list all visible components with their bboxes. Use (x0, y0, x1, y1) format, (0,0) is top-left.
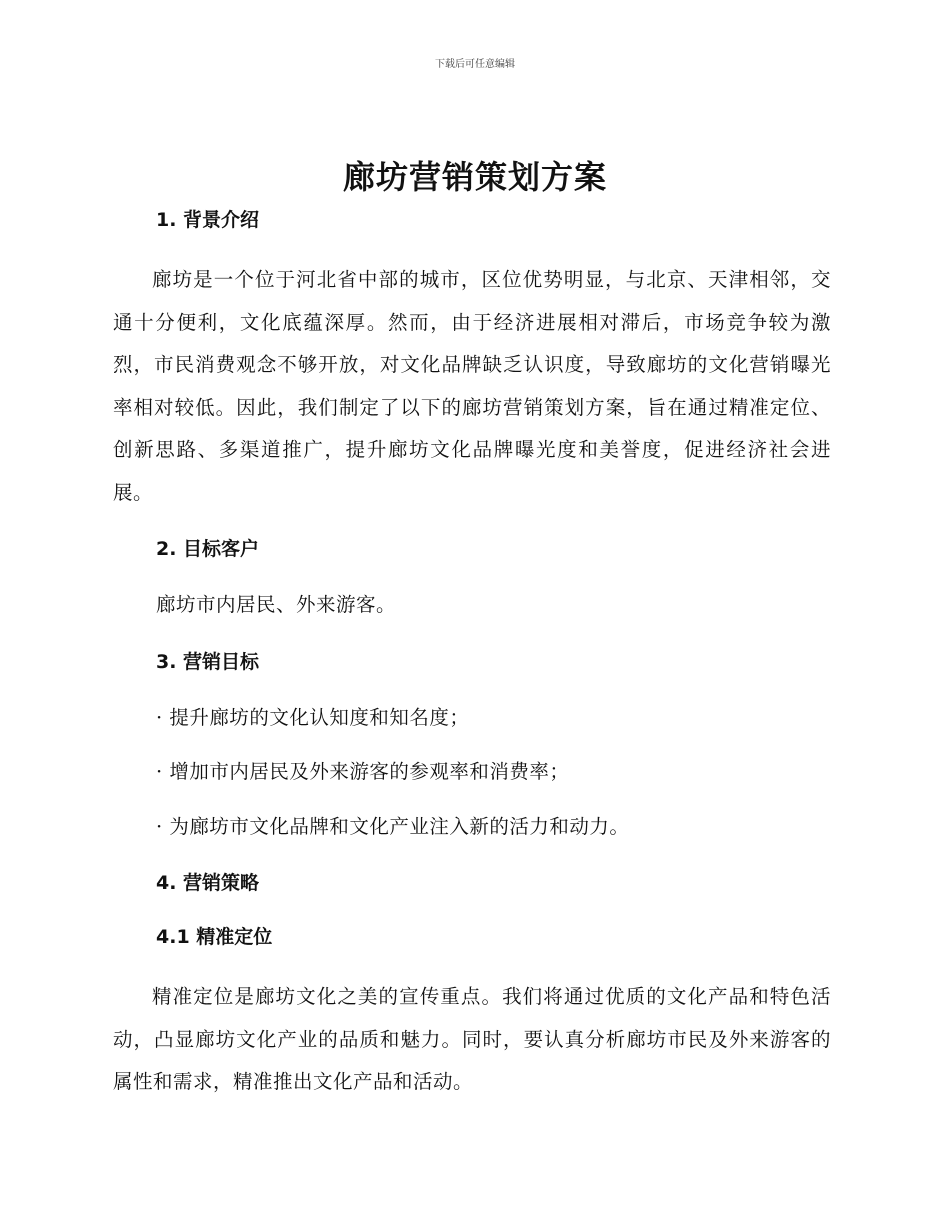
document-body (113, 205, 831, 1104)
list-item: · 增加市内居民及外来游客的参观率和消费率； (156, 760, 570, 783)
section-heading-marketing-goals: 3. 营销目标 (156, 650, 260, 673)
list-item: · 为廊坊市文化品牌和文化产业注入新的活力和动力。 (156, 814, 630, 838)
document-title: 廊坊营销策划方案 (342, 158, 607, 196)
section-body-target-customers: 廊坊市内居民、外来游客。 (156, 593, 397, 616)
subsection-body-precise-positioning: 精准定位是廊坊文化之美的宣传重点。我们将通过优质的文化产品和特色活动，凸显廊坊文化产业的品质和魅力。同时，要认真分析廊坊市民及外来游客的属性和需求，精准推出文化产品和活动。 (113, 985, 831, 1093)
page-header-note: 下载后可任意编辑 (435, 59, 515, 70)
section-heading-target-customers: 2. 目标客户 (156, 538, 260, 560)
list-item: · 提升廊坊的文化认知度和知名度； (156, 705, 470, 729)
subsection-heading-precise-positioning: 4.1 精准定位 (156, 926, 273, 948)
section-heading-marketing-strategy: 4. 营销策略 (156, 872, 260, 894)
section-body-background: 廊坊是一个位于河北省中部的城市，区位优势明显，与北京、天津相邻，交通十分便利，文化底蕴深厚。然而，由于经济进展相对滞后，市场竞争较为激烈，市民消费观念不够开放，对文化品牌缺乏认识度，导致廊坊的文化营销曝光率相对较低。因此，我们制定了以下的廊坊营销策划方案，旨在通过精准定位、创新思路、多渠道推广，提升廊坊文化品牌曝光度和美誉度，促进经济社会进展。 (113, 268, 831, 504)
section-heading-background: 1. 背景介绍 (156, 209, 260, 231)
